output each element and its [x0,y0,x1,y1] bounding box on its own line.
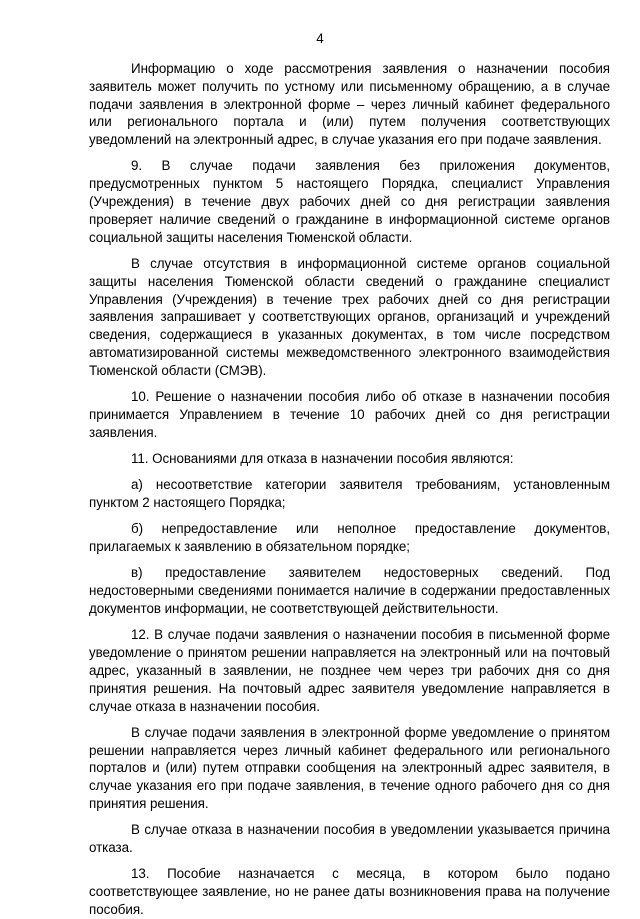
paragraph-13: 13. Пособие назначается с месяца, в котором было подано соответствующее заявление, но не ранее даты возникновения права на получение пособия. [89,866,610,917]
document-body [89,60,610,919]
page-number: 4 [316,31,324,46]
paragraph-11: 11. Основаниями для отказа в назначении пособия являются: [131,450,514,466]
paragraph-9-continued: В случае отсутствия в информационной системе органов социальной защиты населения Тюменской области сведений о гражданине специалист Управления (Учреждения) в течение трех рабочих дней со дня регистрации заявления запрашивает у соответствующих органов, организаций и учреждений сведения, содержащиеся в указанных документах, в том числе посредством автоматизированной системы межведомственного электронного взаимодействия Тюменской области (СМЭВ). [89,255,610,378]
paragraph-12-refusal: В случае отказа в назначении пособия в уведомлении указывается причина отказа. [89,822,610,856]
paragraph-9: 9. В случае подачи заявления без приложения документов, предусмотренных пунктом 5 настоящего Порядка, специалист Управления (Учреждения) в течение двух рабочих дней со дня регистрации заявления проверяет наличие сведений о гражданине в информационной системе органов социальной защиты населения Тюменской области. [89,158,610,245]
paragraph-11-v: в) предоставление заявителем недостоверных сведений. Под недостоверными сведениями понимается наличие в содержании предоставленных документов информации, не соответствующей действительности. [89,565,610,617]
paragraph-12: 12. В случае подачи заявления о назначении пособия в письменной форме уведомление о принятом решении направляется на электронный или на почтовый адрес, указанный в заявлении, не позднее чем через три рабочих дня со дня принятия решения. На почтовый адрес заявителя уведомление направляется в случае отказа в назначении пособия. [89,627,610,714]
paragraph-11-a: а) несоответствие категории заявителя требованиям, установленным пунктом 2 настоящего Порядка; [89,477,610,511]
paragraph-progress-info: Информацию о ходе рассмотрения заявления о назначении пособия заявитель может получить по устному или письменному обращению, а в случае подачи заявления в электронной форме – через личный кабинет федерального или регионального портала и (или) путем получения соответствующих уведомлений на электронный адрес, в случае указания его при подаче заявления. [89,61,610,148]
paragraph-12-electronic: В случае подачи заявления в электронной форме уведомление о принятом решении направляется через личный кабинет федерального или регионального порталов и (или) путем отправки сообщения на электронный адрес заявителя, в случае указания его при подаче заявления, в течение одного рабочего дня со дня принятия решения. [89,724,610,811]
paragraph-11-b: б) непредоставление или неполное предоставление документов, прилагаемых к заявлению в обязательном порядке; [89,521,610,555]
paragraph-10: 10. Решение о назначении пособия либо об отказе в назначении пособия принимается Управлением в течение 10 рабочих дней со дня регистрации заявления. [89,389,610,440]
